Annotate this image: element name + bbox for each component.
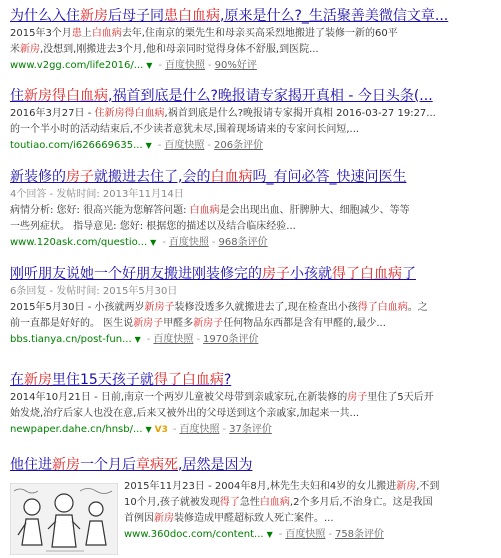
highlight-keyword: 新房 [20, 44, 40, 55]
text-segment: 为什么入住 [10, 8, 80, 24]
highlight-keyword: 得了白血病 [153, 372, 224, 388]
text-segment: ,不到 [416, 481, 440, 492]
highlight-keyword: 新房 [24, 372, 52, 388]
result-url-line [10, 58, 495, 74]
text-segment: 了 [402, 266, 416, 282]
result-card [10, 370, 495, 444]
text-segment: ,居然是因为 [178, 457, 253, 473]
text-segment: ? [223, 372, 232, 388]
result-title[interactable] [10, 370, 495, 390]
result-url[interactable]: www.v2gg.com/life2016/... [10, 60, 144, 71]
text-segment: 2016年3月27日 - [10, 108, 95, 119]
highlight-keyword: 新房 [154, 513, 174, 524]
separator: - [196, 334, 200, 345]
cache-link[interactable]: 百度快照 [168, 237, 209, 248]
result-card [10, 264, 495, 354]
caret-down-icon[interactable]: ▼ [134, 335, 141, 344]
result-title[interactable] [10, 86, 495, 106]
text-segment: 甲醛多 [163, 318, 194, 329]
result-url[interactable]: www.120ask.com/questio... [10, 237, 148, 248]
rating-link[interactable]: 758条评价 [334, 529, 385, 540]
text-segment: 去年,住南京的栗先生和母亲买高采烈地搬进了装修一新的60平 [121, 28, 398, 39]
result-snippet-line [10, 122, 495, 138]
cache-link[interactable]: 百度快照 [153, 334, 194, 345]
separator: - [158, 60, 163, 71]
result-card [10, 6, 495, 80]
result-title[interactable] [10, 264, 495, 284]
result-meta-text: 4个回答 - 发帖时间: 2013年11月14日 [10, 189, 184, 200]
highlight-keyword: 得了白血病 [357, 302, 408, 313]
text-segment: 就搬进去住了,会的 [94, 169, 211, 185]
text-segment: ,祸首到底是什么?晚报请专家揭开真相 2016-03-27 19:27... [164, 108, 436, 119]
text-segment: 吗_有问必答_快速问医生 [252, 169, 407, 185]
text-segment: 里住15天孩子就 [52, 372, 154, 388]
highlight-keyword: 新房 [396, 481, 417, 492]
separator: - [328, 529, 332, 540]
result-card [10, 455, 495, 557]
highlight-keyword: 房子 [347, 392, 368, 403]
result-url-line [10, 332, 495, 348]
result-snippet-line [10, 106, 495, 122]
highlight-keyword: 新房 [52, 457, 80, 473]
highlight-keyword: 得了 [219, 497, 240, 508]
separator: - [222, 424, 227, 435]
result-snippet-line [10, 316, 495, 332]
text-segment: 装修造成甲醛超标致人死亡案件。... [174, 513, 334, 524]
text-segment: ,2个多月后,不治身亡。这是我国 [289, 497, 433, 508]
result-snippet-line [10, 42, 495, 58]
text-segment: 任何物品东西都是含有甲醛的,最少... [223, 318, 386, 329]
highlight-keyword: 白血病 [259, 497, 290, 508]
highlight-keyword: 患白血病 [164, 8, 220, 24]
result-url[interactable]: toutiao.com/i626669635... [10, 140, 143, 151]
text-segment: ,没想到,刚搬进去3个月,他和母亲同时觉得身体不舒服,到医院... [40, 44, 319, 55]
text-segment: 里住了5天后开 [367, 392, 434, 403]
result-title[interactable] [10, 167, 495, 187]
text-segment: 急性 [239, 497, 260, 508]
result-meta-line [10, 284, 495, 300]
rating-link[interactable]: 90%好评 [214, 60, 257, 71]
text-segment: 病情分析: 您好: 很高兴能为您解答问题: [10, 205, 190, 216]
separator: - [207, 140, 212, 151]
text-segment: 始发烧,治疗后家人也没在意,后来又被外出的父母送到这个亲戚家,加起来一共... [10, 408, 360, 419]
text-segment: 他住进 [10, 457, 52, 473]
rating-link[interactable]: 206条评价 [214, 140, 264, 151]
caret-down-icon[interactable]: ▼ [145, 141, 152, 150]
result-url[interactable]: bbs.tianya.cn/post-fun... [10, 334, 132, 345]
cartoon-thumbnail-icon[interactable] [10, 483, 118, 555]
text-segment: 住 [10, 88, 24, 104]
result-meta-text: 6条回复 - 发帖时间: 2015年5月30日 [10, 286, 178, 297]
separator: - [162, 237, 166, 248]
separator: - [172, 424, 177, 435]
highlight-keyword: 新房 [80, 8, 108, 24]
highlight-keyword: 新房得白血病 [24, 88, 108, 104]
text-segment: 的一个半小时的活动结束后,不少读者意犹未尽,围着现场请来的专家问长问短,... [10, 124, 360, 135]
highlight-keyword: 住新房得白血病 [94, 108, 165, 119]
text-segment: 米 [10, 44, 20, 55]
text-segment: 。之 [407, 302, 428, 313]
result-snippet-line [10, 203, 495, 219]
result-snippet-line [10, 219, 495, 235]
text-segment: ,原来是什么?_生活聚善美微信文章... [220, 8, 449, 24]
cache-link[interactable]: 百度快照 [179, 424, 220, 435]
caret-down-icon[interactable]: ▼ [146, 61, 153, 70]
result-snippet-line [124, 511, 495, 527]
separator: - [157, 140, 162, 151]
result-url-line [10, 138, 495, 154]
text-segment: ,祸首到底是什么?晚报请专家揭开真相 - 今日头条(... [108, 88, 433, 104]
result-body [124, 479, 495, 543]
result-snippet-line [10, 26, 495, 42]
highlight-keyword: 章病死 [136, 457, 178, 473]
highlight-keyword: 房子 [66, 169, 94, 185]
text-segment: 是会出现出血、肝脾肿大、细胞减少、等等 [219, 205, 410, 216]
result-title[interactable] [10, 455, 495, 475]
result-url-line [10, 422, 495, 438]
cache-link[interactable]: 百度快照 [285, 529, 326, 540]
rating-link[interactable]: 968条评价 [218, 237, 268, 248]
rating-link[interactable]: 1970条评价 [203, 334, 259, 345]
text-segment: 装修没透多久就搬进去了,现在检查出小孩 [174, 302, 358, 313]
text-segment: 2015年11月23日 - 2004年8月,林先生夫妇和4岁的女儿搬进 [124, 481, 397, 492]
highlight-keyword: 白血病 [189, 205, 220, 216]
result-url[interactable]: newpaper.dahe.cn/hnsb/... [10, 424, 143, 435]
caret-down-icon[interactable]: ▼ [150, 238, 157, 247]
text-segment: 上 [81, 28, 92, 39]
highlight-keyword: 房子 [262, 266, 290, 282]
text-segment: 一个月后 [80, 457, 136, 473]
result-snippet-line [10, 406, 495, 422]
result-snippet-line [124, 495, 495, 511]
result-title[interactable] [10, 6, 495, 26]
highlight-keyword: 得了白血病 [332, 266, 402, 282]
caret-down-icon[interactable]: ▼ [266, 530, 273, 539]
highlight-keyword: 白血病 [91, 28, 122, 39]
result-snippet-line [124, 479, 495, 495]
result-card [10, 167, 495, 257]
rating-link[interactable]: 37条评价 [229, 424, 272, 435]
separator: - [211, 237, 216, 248]
text-segment: 后母子同 [108, 8, 164, 24]
separator: - [208, 60, 212, 71]
text-segment: 首例因 [124, 513, 154, 524]
text-segment: 在 [10, 372, 24, 388]
caret-down-icon[interactable]: ▼ [145, 425, 152, 434]
highlight-keyword: 白血病 [210, 169, 253, 185]
result-url[interactable]: www.360doc.com/content... [124, 529, 264, 540]
separator: - [278, 529, 283, 540]
highlight-keyword: 新房子 [133, 318, 164, 329]
text-segment: 2014年10月21日 - 日前,南京一个两岁儿童被父母带到亲戚家玩,在新装修的 [10, 392, 348, 403]
highlight-keyword: 新房子 [144, 302, 175, 313]
text-segment: 小孩就 [290, 266, 332, 282]
text-segment: 刚听朋友说她一个好朋友搬进刚装修完的 [10, 266, 262, 282]
highlight-keyword: 患 [71, 28, 82, 39]
text-segment: 前一直都是好好的。 医生说 [10, 318, 134, 329]
result-url-line [124, 527, 495, 543]
text-segment: 10个月,孩子就被发现 [124, 497, 220, 508]
cache-link[interactable]: 百度快照 [164, 140, 205, 151]
result-card [10, 86, 495, 160]
result-snippet-line [10, 390, 495, 406]
result-url-line [10, 235, 495, 251]
separator: - [146, 334, 151, 345]
v3-badge-icon: V3 [154, 425, 168, 435]
text-segment: 2015年5月30日 - 小孩就两岁 [10, 302, 145, 313]
highlight-keyword: 新房子 [193, 318, 224, 329]
result-snippet-line [10, 300, 495, 316]
text-segment: 新装修的 [10, 169, 66, 185]
text-segment: 一些列症状。 指导意见: 您好: 根据您的描述以及结合临床经验... [10, 221, 296, 232]
text-segment: 2015年3个月 [10, 28, 72, 39]
cache-link[interactable]: 百度快照 [165, 60, 206, 71]
result-meta-line [10, 187, 495, 203]
